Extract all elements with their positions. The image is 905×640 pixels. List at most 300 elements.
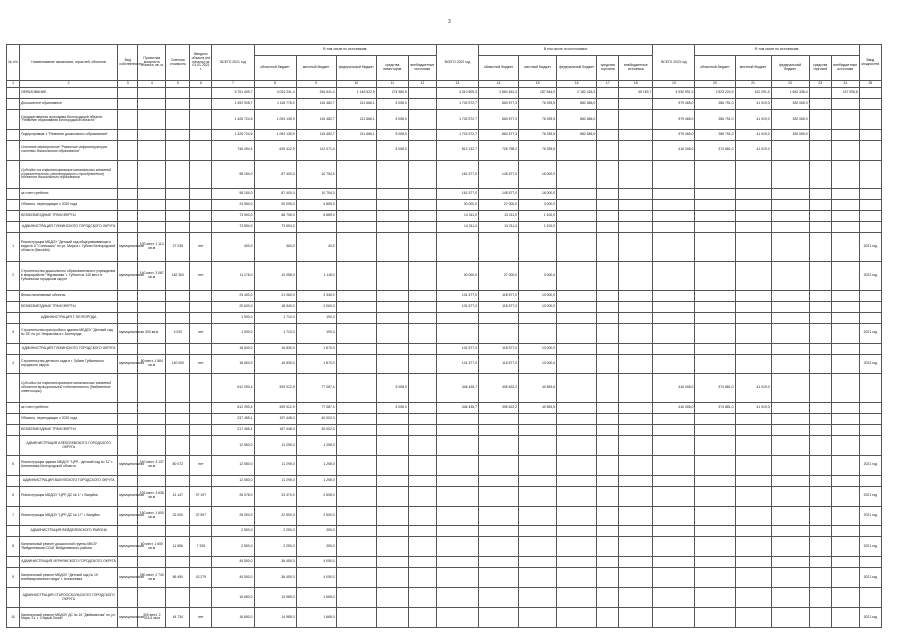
row-value [336, 222, 376, 233]
table-row [7, 200, 882, 211]
row-value [336, 403, 376, 414]
row-completed [190, 343, 212, 354]
row-completed [190, 211, 212, 222]
row-value [653, 537, 695, 557]
row-value [408, 425, 436, 436]
header-vid: Вид собственности [118, 45, 138, 81]
row-value: 18 600,0 [212, 343, 254, 354]
row-name: БЕЗВОЗМЕЗДНЫЕ ТРАНСФЕРТЫ [20, 425, 118, 436]
row-name: Объекты, переходящие с 2020 года [20, 414, 118, 425]
row-cost [166, 414, 190, 425]
column-number: 19 [653, 81, 695, 88]
row-value [619, 222, 653, 233]
row-value: 41 019,0 [735, 99, 771, 110]
row-cost [166, 436, 190, 456]
row-number [7, 290, 20, 301]
column-number: 14 [478, 81, 518, 88]
table-row [7, 99, 882, 110]
row-value [735, 262, 771, 291]
row-value [735, 290, 771, 301]
row-value [619, 537, 653, 557]
row-value [478, 537, 518, 557]
row-value [771, 354, 809, 374]
row-ownership: муниципальная [118, 568, 138, 588]
row-value: 532 065,0 [771, 129, 809, 140]
row-value: 1 116 778,0 [254, 99, 296, 110]
row-value: 14 985,0 [254, 588, 296, 608]
row-value [653, 312, 695, 323]
row-value [597, 301, 619, 312]
column-number: 16 [557, 81, 597, 88]
row-value: 23 400,0 [212, 290, 254, 301]
row-value [519, 607, 557, 627]
row-value [336, 475, 376, 486]
row-number: 1 [7, 233, 20, 262]
row-value [408, 290, 436, 301]
row-name: Строительство детского сада в г. Губкин Губкинского городского округа [20, 354, 118, 374]
row-value: 1 094 135,9 [254, 110, 296, 130]
row-value [597, 189, 619, 200]
row-value [376, 436, 408, 456]
row-value [809, 189, 831, 200]
row-cost: 4 020 [166, 323, 190, 343]
row-value [519, 425, 557, 436]
row-commissioning [859, 312, 881, 323]
row-number: 7 [7, 506, 20, 526]
row-value: 400,0 [212, 233, 254, 262]
row-name: АДМИНИСТРАЦИЯ ВЕЙДЕЛЕВСКОГО РАЙОНА [20, 526, 118, 537]
row-commissioning [859, 301, 881, 312]
row-value [695, 160, 735, 189]
row-value [376, 455, 408, 475]
header-total-2022: ВСЕГО 2022 год [436, 45, 478, 81]
row-value [408, 557, 436, 568]
table-row [7, 189, 882, 200]
header-inv-2023: средства торговой [809, 56, 831, 81]
row-value [619, 343, 653, 354]
row-number [7, 140, 20, 160]
row-commissioning [859, 88, 881, 99]
row-value [653, 262, 695, 291]
row-value: 98 154,0 [212, 160, 254, 189]
row-value [436, 425, 478, 436]
row-value: 40 500,0 [212, 557, 254, 568]
row-value: 145 577,0 [478, 189, 518, 200]
row-name: АДМИНИСТРАЦИЯ ЧЕРНЯНСКОГО ГОРОДСКОГО ОКРУГА [20, 557, 118, 568]
row-value [478, 588, 518, 608]
row-value [478, 526, 518, 537]
row-name: АДМИНИСТРАЦИЯ Г. БЕЛГОРОДА [20, 312, 118, 323]
row-value: 12 550,0 [212, 455, 254, 475]
row-value: 2 860 451,3 [478, 88, 518, 99]
table-body [7, 81, 882, 628]
row-value: 1 870,0 [296, 354, 336, 374]
row-number: 9 [7, 568, 20, 588]
row-commissioning [859, 374, 881, 403]
row-value: 77 087,4 [296, 403, 336, 414]
row-capacity [138, 88, 166, 99]
row-value: 27 000,0 [478, 262, 518, 291]
row-value [695, 343, 735, 354]
row-commissioning [859, 436, 881, 456]
row-value [771, 436, 809, 456]
row-value [376, 290, 408, 301]
table-row [7, 486, 882, 506]
row-value [735, 568, 771, 588]
row-cost [166, 588, 190, 608]
row-value [478, 607, 518, 627]
header-fed-2022: федеральный бюджет [557, 56, 597, 81]
row-commissioning [859, 343, 881, 354]
row-capacity [138, 588, 166, 608]
row-value [436, 312, 478, 323]
row-completed: 37 597 [190, 506, 212, 526]
row-value: 2 523 224,9 [695, 88, 735, 99]
row-value [831, 506, 859, 526]
row-value [597, 414, 619, 425]
row-value [831, 290, 859, 301]
row-value [831, 425, 859, 436]
row-number [7, 526, 20, 537]
row-commissioning: 2021 год [859, 607, 881, 627]
row-value [771, 290, 809, 301]
row-value [336, 588, 376, 608]
row-value [809, 568, 831, 588]
row-completed [190, 110, 212, 130]
row-value [597, 88, 619, 99]
row-value: 18 540,0 [254, 301, 296, 312]
row-cost: 56 450 [166, 568, 190, 588]
header-sources-2022: В том числе по источникам: [478, 45, 652, 56]
row-value: 217 455,1 [212, 425, 254, 436]
row-value [376, 506, 408, 526]
row-value [557, 160, 597, 189]
row-value [831, 588, 859, 608]
row-value [408, 262, 436, 291]
row-cost [166, 526, 190, 537]
row-value [809, 557, 831, 568]
table-row [7, 290, 882, 301]
row-cost: 41 147 [166, 486, 190, 506]
row-completed: нет [190, 354, 212, 374]
row-value: 2 250,0 [254, 537, 296, 557]
column-number: 21 [735, 81, 771, 88]
row-value [408, 343, 436, 354]
table-row [7, 211, 882, 222]
row-value [619, 140, 653, 160]
row-value [336, 200, 376, 211]
row-value [653, 343, 695, 354]
table-row [7, 588, 882, 608]
row-commissioning [859, 222, 881, 233]
row-value [597, 211, 619, 222]
row-completed [190, 301, 212, 312]
row-value [695, 455, 735, 475]
row-value: 16 000,0 [519, 189, 557, 200]
row-name: Основное мероприятие "Развитие инфраструктуры системы дошкольного образования" [20, 140, 118, 160]
row-value [695, 506, 735, 526]
row-value: 1 492 928,7 [212, 99, 254, 110]
row-value: 629 412,9 [254, 140, 296, 160]
row-value [436, 233, 478, 262]
row-value [336, 211, 376, 222]
row-value [597, 537, 619, 557]
row-value [597, 129, 619, 140]
row-value [619, 312, 653, 323]
row-commissioning [859, 189, 881, 200]
row-value [478, 414, 518, 425]
row-value: 2 250,0 [254, 526, 296, 537]
header-vneb-2021: внебюджетные источники [408, 56, 436, 81]
row-ownership [118, 189, 138, 200]
row-value [809, 475, 831, 486]
row-value [695, 557, 735, 568]
row-value [809, 312, 831, 323]
column-number: 9 [296, 81, 336, 88]
header-total-2023: ВСЕГО 2023 год [653, 45, 695, 81]
column-number: 7 [212, 81, 254, 88]
row-value: 36 450,0 [254, 557, 296, 568]
row-value [408, 211, 436, 222]
row-value [336, 323, 376, 343]
row-value: 211 666,1 [336, 110, 376, 130]
row-value: 237 455,1 [212, 414, 254, 425]
row-value [336, 160, 376, 189]
row-value [557, 312, 597, 323]
row-value: 979 465,0 [653, 129, 695, 140]
row-value [809, 211, 831, 222]
row-value: 1 426 724,6 [212, 110, 254, 130]
row-value: 24 954,0 [212, 200, 254, 211]
row-ownership [118, 436, 138, 456]
row-value [653, 475, 695, 486]
row-value [695, 222, 735, 233]
row-name: АДМИНИСТРАЦИЯ ГУБКИНСКОГО ГОРОДСКОГО ОКРУГА [20, 343, 118, 354]
row-ownership [118, 343, 138, 354]
row-value [735, 588, 771, 608]
row-value [336, 262, 376, 291]
row-capacity [138, 301, 166, 312]
row-value [831, 537, 859, 557]
row-cost [166, 189, 190, 200]
row-value: 3 000,0 [519, 200, 557, 211]
row-value: 11 295,0 [254, 455, 296, 475]
row-value: 360,0 [254, 233, 296, 262]
row-value [809, 233, 831, 262]
row-value [597, 233, 619, 262]
row-value [771, 211, 809, 222]
row-value [695, 414, 735, 425]
row-value [653, 607, 695, 627]
row-value: 131 577,0 [436, 301, 478, 312]
row-value [619, 99, 653, 110]
row-value: 532 065,0 [771, 99, 809, 110]
row-ownership: муниципальная [118, 486, 138, 506]
column-number: 2 [20, 81, 118, 88]
row-value [336, 537, 376, 557]
row-value [408, 160, 436, 189]
row-value [831, 110, 859, 130]
row-value [619, 374, 653, 403]
row-value [809, 526, 831, 537]
row-value [619, 110, 653, 130]
row-value: 1 702 572,7 [436, 129, 478, 140]
row-ownership [118, 290, 138, 301]
row-value [336, 486, 376, 506]
row-value: 4 310 809,3 [436, 88, 478, 99]
row-value [619, 211, 653, 222]
row-value [408, 233, 436, 262]
table-row [7, 414, 882, 425]
row-value [619, 414, 653, 425]
row-name: Капитальный ремонт МБДОУ "Детский сад № 19 комбинированного вида" г. Алексеевка [20, 568, 118, 588]
row-value [619, 403, 653, 414]
row-ownership [118, 414, 138, 425]
row-ownership: муниципальная [118, 354, 138, 374]
row-value [695, 486, 735, 506]
row-name: АДМИНИСТРАЦИЯ ГУБКИНСКОГО ГОРОДСКОГО ОКРУГА [20, 222, 118, 233]
row-value [376, 414, 408, 425]
row-value [557, 403, 597, 414]
row-value [408, 607, 436, 627]
row-value: 190,0 [296, 323, 336, 343]
row-value [376, 262, 408, 291]
row-value [597, 354, 619, 374]
row-value [436, 607, 478, 627]
row-value: 16 650,0 [212, 607, 254, 627]
row-value [478, 425, 518, 436]
row-value [735, 526, 771, 537]
row-value [597, 403, 619, 414]
row-cost: 140 000 [166, 354, 190, 374]
row-value [809, 88, 831, 99]
row-value [557, 425, 597, 436]
row-value [436, 568, 478, 588]
row-value: 66 705,0 [254, 211, 296, 222]
table-row [7, 557, 882, 568]
row-capacity: 250 мест, 2 740 кв.м [138, 568, 166, 588]
row-value: 1 681 338,4 [771, 88, 809, 99]
row-value [831, 312, 859, 323]
row-value [695, 568, 735, 588]
row-capacity [138, 526, 166, 537]
row-value [831, 526, 859, 537]
row-completed [190, 312, 212, 323]
row-cost [166, 222, 190, 233]
row-value [376, 588, 408, 608]
row-value [597, 425, 619, 436]
row-value [771, 374, 809, 403]
row-value [831, 343, 859, 354]
header-cost: Сметная стоимость [166, 45, 190, 81]
row-name: Субсидии на софинансирование капитальных вложений (строительство, реконструкцию и приобретение) объектов дошкольного образования [20, 160, 118, 189]
row-value: 1 702 572,7 [436, 110, 478, 130]
row-value [809, 588, 831, 608]
row-value: 13 000,0 [519, 343, 557, 354]
row-value: 2 182 426,3 [557, 88, 597, 99]
column-number: 5 [166, 81, 190, 88]
row-value [735, 414, 771, 425]
row-value [478, 436, 518, 456]
row-value: 211 666,1 [336, 129, 376, 140]
row-ownership [118, 140, 138, 160]
row-value: 529 012,9 [254, 374, 296, 403]
row-ownership: муниципальная [118, 607, 138, 627]
row-value: 131 577,0 [436, 343, 478, 354]
row-value [831, 189, 859, 200]
row-value [408, 436, 436, 456]
row-value [597, 506, 619, 526]
row-value [478, 323, 518, 343]
row-value [557, 436, 597, 456]
row-value [597, 262, 619, 291]
row-value [557, 301, 597, 312]
row-completed: нет [190, 233, 212, 262]
row-value [809, 110, 831, 130]
row-value [336, 607, 376, 627]
row-value [809, 301, 831, 312]
row-value: 13 000,0 [519, 354, 557, 374]
row-commissioning [859, 99, 881, 110]
row-cost: 182 300 [166, 262, 190, 291]
row-value [653, 414, 695, 425]
row-value [597, 343, 619, 354]
row-value [436, 323, 478, 343]
row-number [7, 475, 20, 486]
row-value: 118 577,0 [478, 290, 518, 301]
row-value [695, 607, 735, 627]
row-value [408, 568, 436, 588]
row-name: ОБРАЗОВАНИЕ [20, 88, 118, 99]
column-number: 22 [771, 81, 809, 88]
row-value: 115 482,7 [296, 110, 336, 130]
row-value [376, 200, 408, 211]
row-value: 10 754,0 [296, 189, 336, 200]
row-value [619, 262, 653, 291]
row-capacity [138, 312, 166, 323]
row-completed [190, 88, 212, 99]
row-value [557, 222, 597, 233]
header-name: Наименование заказчиков, отраслей, объектов [20, 45, 118, 81]
row-value [519, 557, 557, 568]
row-value [653, 588, 695, 608]
row-value [619, 588, 653, 608]
row-number [7, 222, 20, 233]
row-name: Объекты, переходящие с 2020 года [20, 200, 118, 211]
row-value: 5 751 409,7 [212, 88, 254, 99]
row-value: 13 211,0 [478, 222, 518, 233]
row-capacity [138, 425, 166, 436]
row-value [653, 189, 695, 200]
row-value [771, 568, 809, 588]
row-value [771, 160, 809, 189]
row-number [7, 110, 20, 130]
row-value: 1 255,0 [296, 436, 336, 456]
row-capacity [138, 160, 166, 189]
row-value: 41 019,0 [735, 110, 771, 130]
row-value [408, 526, 436, 537]
row-completed [190, 99, 212, 110]
row-value [436, 475, 478, 486]
row-value: 286 751,0 [695, 129, 735, 140]
row-value: 1 710,0 [254, 312, 296, 323]
row-value [376, 486, 408, 506]
row-value: 374 881,0 [695, 140, 735, 160]
row-number [7, 88, 20, 99]
row-value [408, 323, 436, 343]
row-value [809, 354, 831, 374]
row-value: 1 100,0 [519, 222, 557, 233]
